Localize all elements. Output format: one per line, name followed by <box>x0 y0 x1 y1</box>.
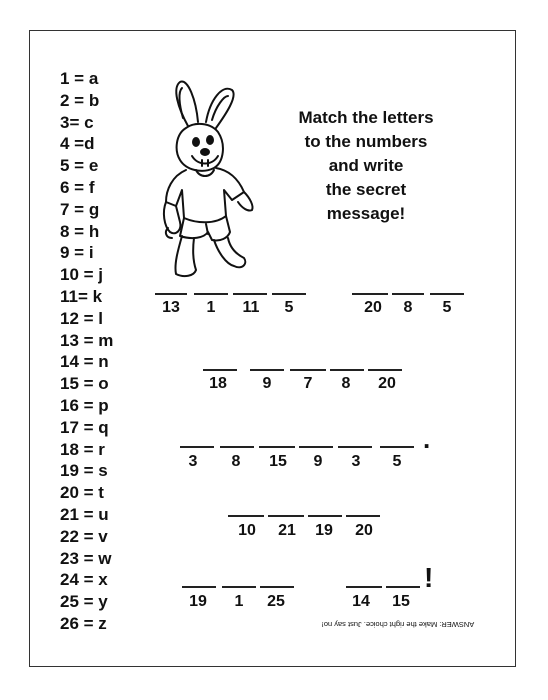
key-entry: 14 = n <box>60 352 109 372</box>
cipher-number: 20 <box>364 299 382 316</box>
cipher-number: 9 <box>262 375 272 392</box>
instruction-line: Match the letters <box>298 108 434 127</box>
instruction-line: and write <box>328 156 404 175</box>
key-entry: 24 = x <box>60 570 108 590</box>
cipher-number: 21 <box>278 522 296 539</box>
cipher-number: 5 <box>392 453 402 470</box>
key-entry: 17 = q <box>60 417 109 437</box>
cipher-number: 20 <box>355 522 373 539</box>
key-entry: 16 = p <box>60 395 109 415</box>
cipher-number: 19 <box>315 522 333 539</box>
key-entry: 2 = b <box>60 90 100 110</box>
cipher-number: 8 <box>403 299 413 316</box>
cipher-number: 20 <box>378 375 396 392</box>
key-entry: 6 = f <box>60 177 95 197</box>
key-entry: 1 = a <box>60 69 99 88</box>
cipher-number: 18 <box>209 375 227 392</box>
key-entry: 26 = z <box>60 613 107 633</box>
key-entry: 12 = l <box>60 308 104 328</box>
key-entry: 25 = y <box>60 592 108 612</box>
key-entry: 10 = j <box>60 265 104 285</box>
cipher-number: 13 <box>162 299 180 316</box>
key-entry: 21 = u <box>60 504 109 524</box>
key-entry: 4 =d <box>60 134 95 154</box>
key-entry: 7 = g <box>60 199 100 219</box>
instruction-line: message! <box>326 204 406 223</box>
instruction-line: to the numbers <box>304 132 428 151</box>
cipher-number: 5 <box>284 299 294 316</box>
key-entry: 9 = i <box>60 243 94 263</box>
key-entry: 3= c <box>60 112 94 132</box>
cipher-number: 14 <box>352 593 370 610</box>
cipher-number: 8 <box>231 453 241 470</box>
cipher-number: 19 <box>189 593 207 610</box>
cipher-number: 7 <box>303 375 313 392</box>
exclamation-mark: ! <box>424 562 434 593</box>
key-entry: 23 = w <box>60 548 112 568</box>
cipher-number: 1 <box>234 593 244 610</box>
key-entry: 15 = o <box>60 374 109 394</box>
cipher-number: 15 <box>269 453 287 470</box>
key-entry: 8 = h <box>60 221 100 241</box>
key-entry: 11= k <box>60 286 103 306</box>
cipher-number: 9 <box>313 453 323 470</box>
instructions <box>276 106 456 226</box>
period-mark: . <box>423 424 431 454</box>
cipher-number: 3 <box>351 453 361 470</box>
instruction-line: the secret <box>325 180 407 199</box>
key-entry: 19 = s <box>60 461 108 481</box>
key-entry: 18 = r <box>60 439 105 459</box>
key-entry: 22 = v <box>60 526 108 546</box>
upside-down-answer: ANSWER: Make the right choice. Just say no! <box>321 620 475 629</box>
cipher-number: 5 <box>442 299 452 316</box>
letter-number-key <box>60 68 113 635</box>
rabbit-illustration-icon <box>150 78 260 283</box>
cipher-number: 3 <box>188 453 198 470</box>
key-entry: 5 = e <box>60 156 99 176</box>
cipher-number: 11 <box>242 299 260 316</box>
cipher-number: 1 <box>206 299 216 316</box>
cipher-number: 10 <box>238 522 256 539</box>
cipher-number: 8 <box>341 375 351 392</box>
cipher-number: 15 <box>392 593 410 610</box>
key-entry: 20 = t <box>60 483 104 503</box>
key-entry: 13 = m <box>60 330 114 350</box>
cipher-number: 25 <box>267 593 285 610</box>
